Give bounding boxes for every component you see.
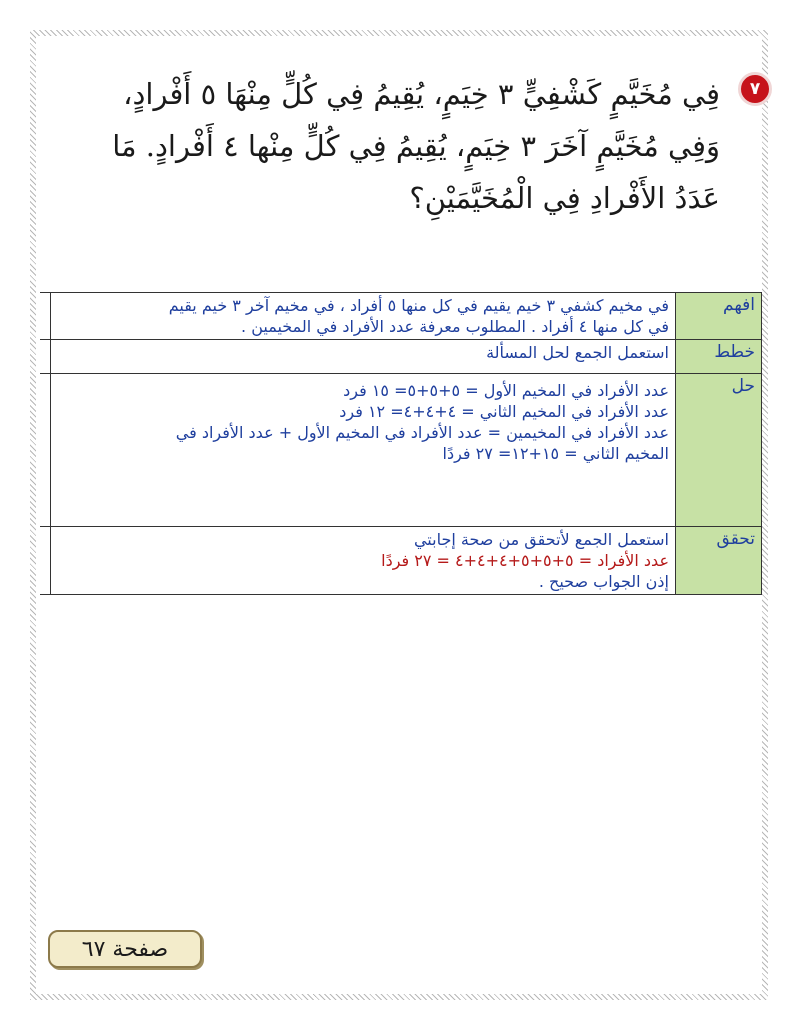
content-understand xyxy=(51,293,676,340)
check-line: إذن الجواب صحيح . xyxy=(538,572,669,591)
solve-line: المخيم الثاني = ١٥+١٢= ٢٧ فردًا xyxy=(442,444,669,463)
solve-line: عدد الأفراد في المخيم الأول = ٥+٥+٥= ١٥ فرد xyxy=(343,381,669,400)
problem-text: فِي مُخَيَّمٍ كَشْفِيٍّ ٣ خِيَمٍ، يُقِيمُ فِي كُلٍّ مِنْهَا ٥ أَفْرادٍ، وَفِي مُخَيَّمٍ آخَرَ ٣ خِيَمٍ، يُقِيمُ فِي كُلٍّ مِنْها ٤ أَفْرادٍ. مَا عَدَدُ الأَفْرادِ فِي الْمُخَيَّمَيْنِ؟ xyxy=(112,77,720,215)
problem-statement xyxy=(60,68,772,224)
understand-line: في مخيم كشفي ٣ خيم يقيم في كل منها ٥ أفراد ، في مخيم آخر ٣ خيم يقيم xyxy=(168,296,669,315)
row-plan xyxy=(40,340,762,374)
row-spacer xyxy=(40,340,51,374)
row-check xyxy=(40,527,762,595)
label-understand: افهم xyxy=(676,293,762,340)
row-spacer xyxy=(40,374,51,527)
understand-line: في كل منها ٤ أفراد . المطلوب معرفة عدد الأفراد في المخيمين . xyxy=(241,317,669,336)
solve-line: عدد الأفراد في المخيم الثاني = ٤+٤+٤= ١٢ فرد xyxy=(339,402,669,421)
plan-line: استعمل الجمع لحل المسألة xyxy=(486,343,669,362)
solution-table xyxy=(40,292,762,595)
page-number-label: صفحة ٦٧ xyxy=(48,930,202,968)
content-plan xyxy=(51,340,676,374)
check-line: استعمل الجمع لأتحقق من صحة إجابتي xyxy=(413,530,669,549)
solve-line: عدد الأفراد في المخيمين = عدد الأفراد في المخيم الأول + عدد الأفراد في xyxy=(175,423,669,442)
label-solve: حل xyxy=(676,374,762,527)
row-spacer xyxy=(40,293,51,340)
check-equation: عدد الأفراد = ٥+٥+٥+٤+٤+٤ = ٢٧ فردًا xyxy=(381,551,669,570)
content-solve xyxy=(51,374,676,527)
content-check xyxy=(51,527,676,595)
problem-number-badge: ٧ xyxy=(738,72,772,106)
label-plan: خطط xyxy=(676,340,762,374)
row-understand xyxy=(40,293,762,340)
row-spacer xyxy=(40,527,51,595)
row-solve xyxy=(40,374,762,527)
label-check: تحقق xyxy=(676,527,762,595)
